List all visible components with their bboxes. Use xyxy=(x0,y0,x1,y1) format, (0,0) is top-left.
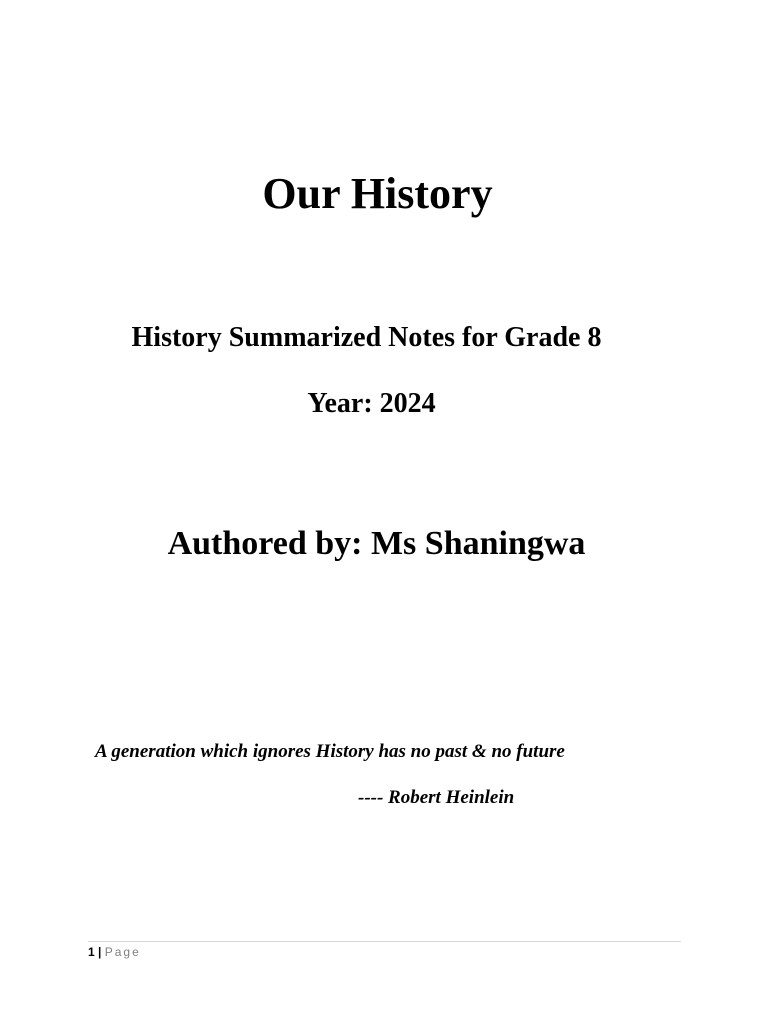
document-title: Our History xyxy=(262,169,493,218)
page-footer xyxy=(88,941,681,960)
document-subtitle: History Summarized Notes for Grade 8 xyxy=(131,322,602,353)
page-label: Page xyxy=(104,945,141,959)
document-year: Year: 2024 xyxy=(307,388,436,419)
page-number: 1 xyxy=(88,945,95,959)
footer-separator: | xyxy=(98,945,102,959)
quote-attribution: ---- Robert Heinlein xyxy=(358,787,515,808)
quote-text: A generation which ignores History has no past & no future xyxy=(95,741,565,762)
document-author: Authored by: Ms Shaningwa xyxy=(167,525,586,562)
